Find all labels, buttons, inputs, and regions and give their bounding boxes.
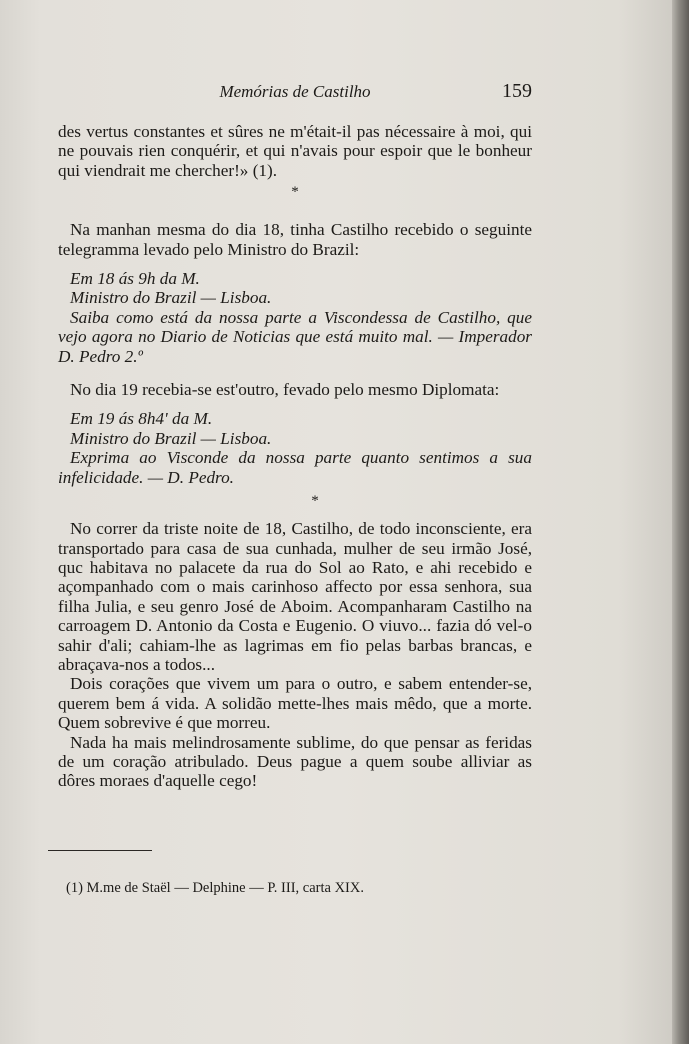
- paragraph-continuation: des vertus constantes et sûres ne m'était-il pas nécessaire à moi, qui ne pouvais rien conquérir, et qui n'avais pour espoir que le bonheur qui viendrait me chercher!» (1).: [58, 122, 532, 180]
- page-header: [58, 80, 532, 106]
- main-text: [58, 122, 532, 791]
- telegram-line: Saiba como está da nossa parte a Viscondessa de Castilho, que vejo agora no Diario de Noticias que está muito mal. — Imperador D. Pedro 2.º: [58, 307, 532, 366]
- telegram-line: Ministro do Brazil — Lisboa.: [70, 428, 272, 448]
- paragraph-second-telegram: No dia 19 recebia-se est'outro, fevado pelo mesmo Diplomata:: [70, 380, 500, 400]
- telegram-line: Exprima ao Visconde da nossa parte quanto sentimos a sua infelicidade. — D. Pedro.: [58, 448, 532, 487]
- page-edge-shadow: [672, 0, 689, 1044]
- running-head: Memórias de Castilho: [219, 82, 371, 101]
- telegram-line: Em 19 ás 8h4' da M.: [70, 409, 213, 429]
- telegram-1: [58, 269, 532, 366]
- telegram-line: Em 18 ás 9h da M.: [70, 269, 200, 289]
- telegram-line: Ministro do Brazil — Lisboa.: [70, 288, 272, 308]
- section-asterisk: *: [311, 493, 319, 510]
- footnote-rule: [48, 850, 152, 851]
- page-number: 159: [502, 80, 532, 102]
- paragraph-sublime: Nada ha mais melindrosamente sublime, do que pensar as feridas de um coração atribulado. Deus pague a quem soube alliviar as dôres moraes d'aquelle cego!: [58, 732, 532, 791]
- telegram-2: [58, 409, 532, 487]
- paragraph-telegram-intro: Na manhan mesma do dia 18, tinha Castilho recebido o seguinte telegramma levado pelo Ministro do Brazil:: [58, 220, 532, 259]
- paragraph-hearts: Dois corações que vivem um para o outro, e sabem entender-se, querem bem á vida. A solidão mette-lhes mais mêdo, que a morte. Quem sobrevive é que morreu.: [58, 674, 532, 733]
- section-asterisk: *: [291, 184, 299, 201]
- paragraph-night: No correr da triste noite de 18, Castilho, de todo inconsciente, era transportado para casa de sua cunhada, mulher de seu irmão José, quc habitava no palacete da rua do Sol ao Rato, e ahi recebido e açompanhado com o mais carinhoso affecto por essa senhora, sua filha Julia, e seu genro José de Aboim. Acompanharam Castilho na carroagem D. Antonio da Costa e Eugenio. O viuvo... fazia dó vel-o sahir d'ali; cahiam-lhe as lagrimas em fio pelas barbas brancas, e abraçava-nos a todos...: [58, 519, 532, 674]
- footnote: (1) M.me de Staël — Delphine — P. III, carta XIX.: [66, 880, 364, 896]
